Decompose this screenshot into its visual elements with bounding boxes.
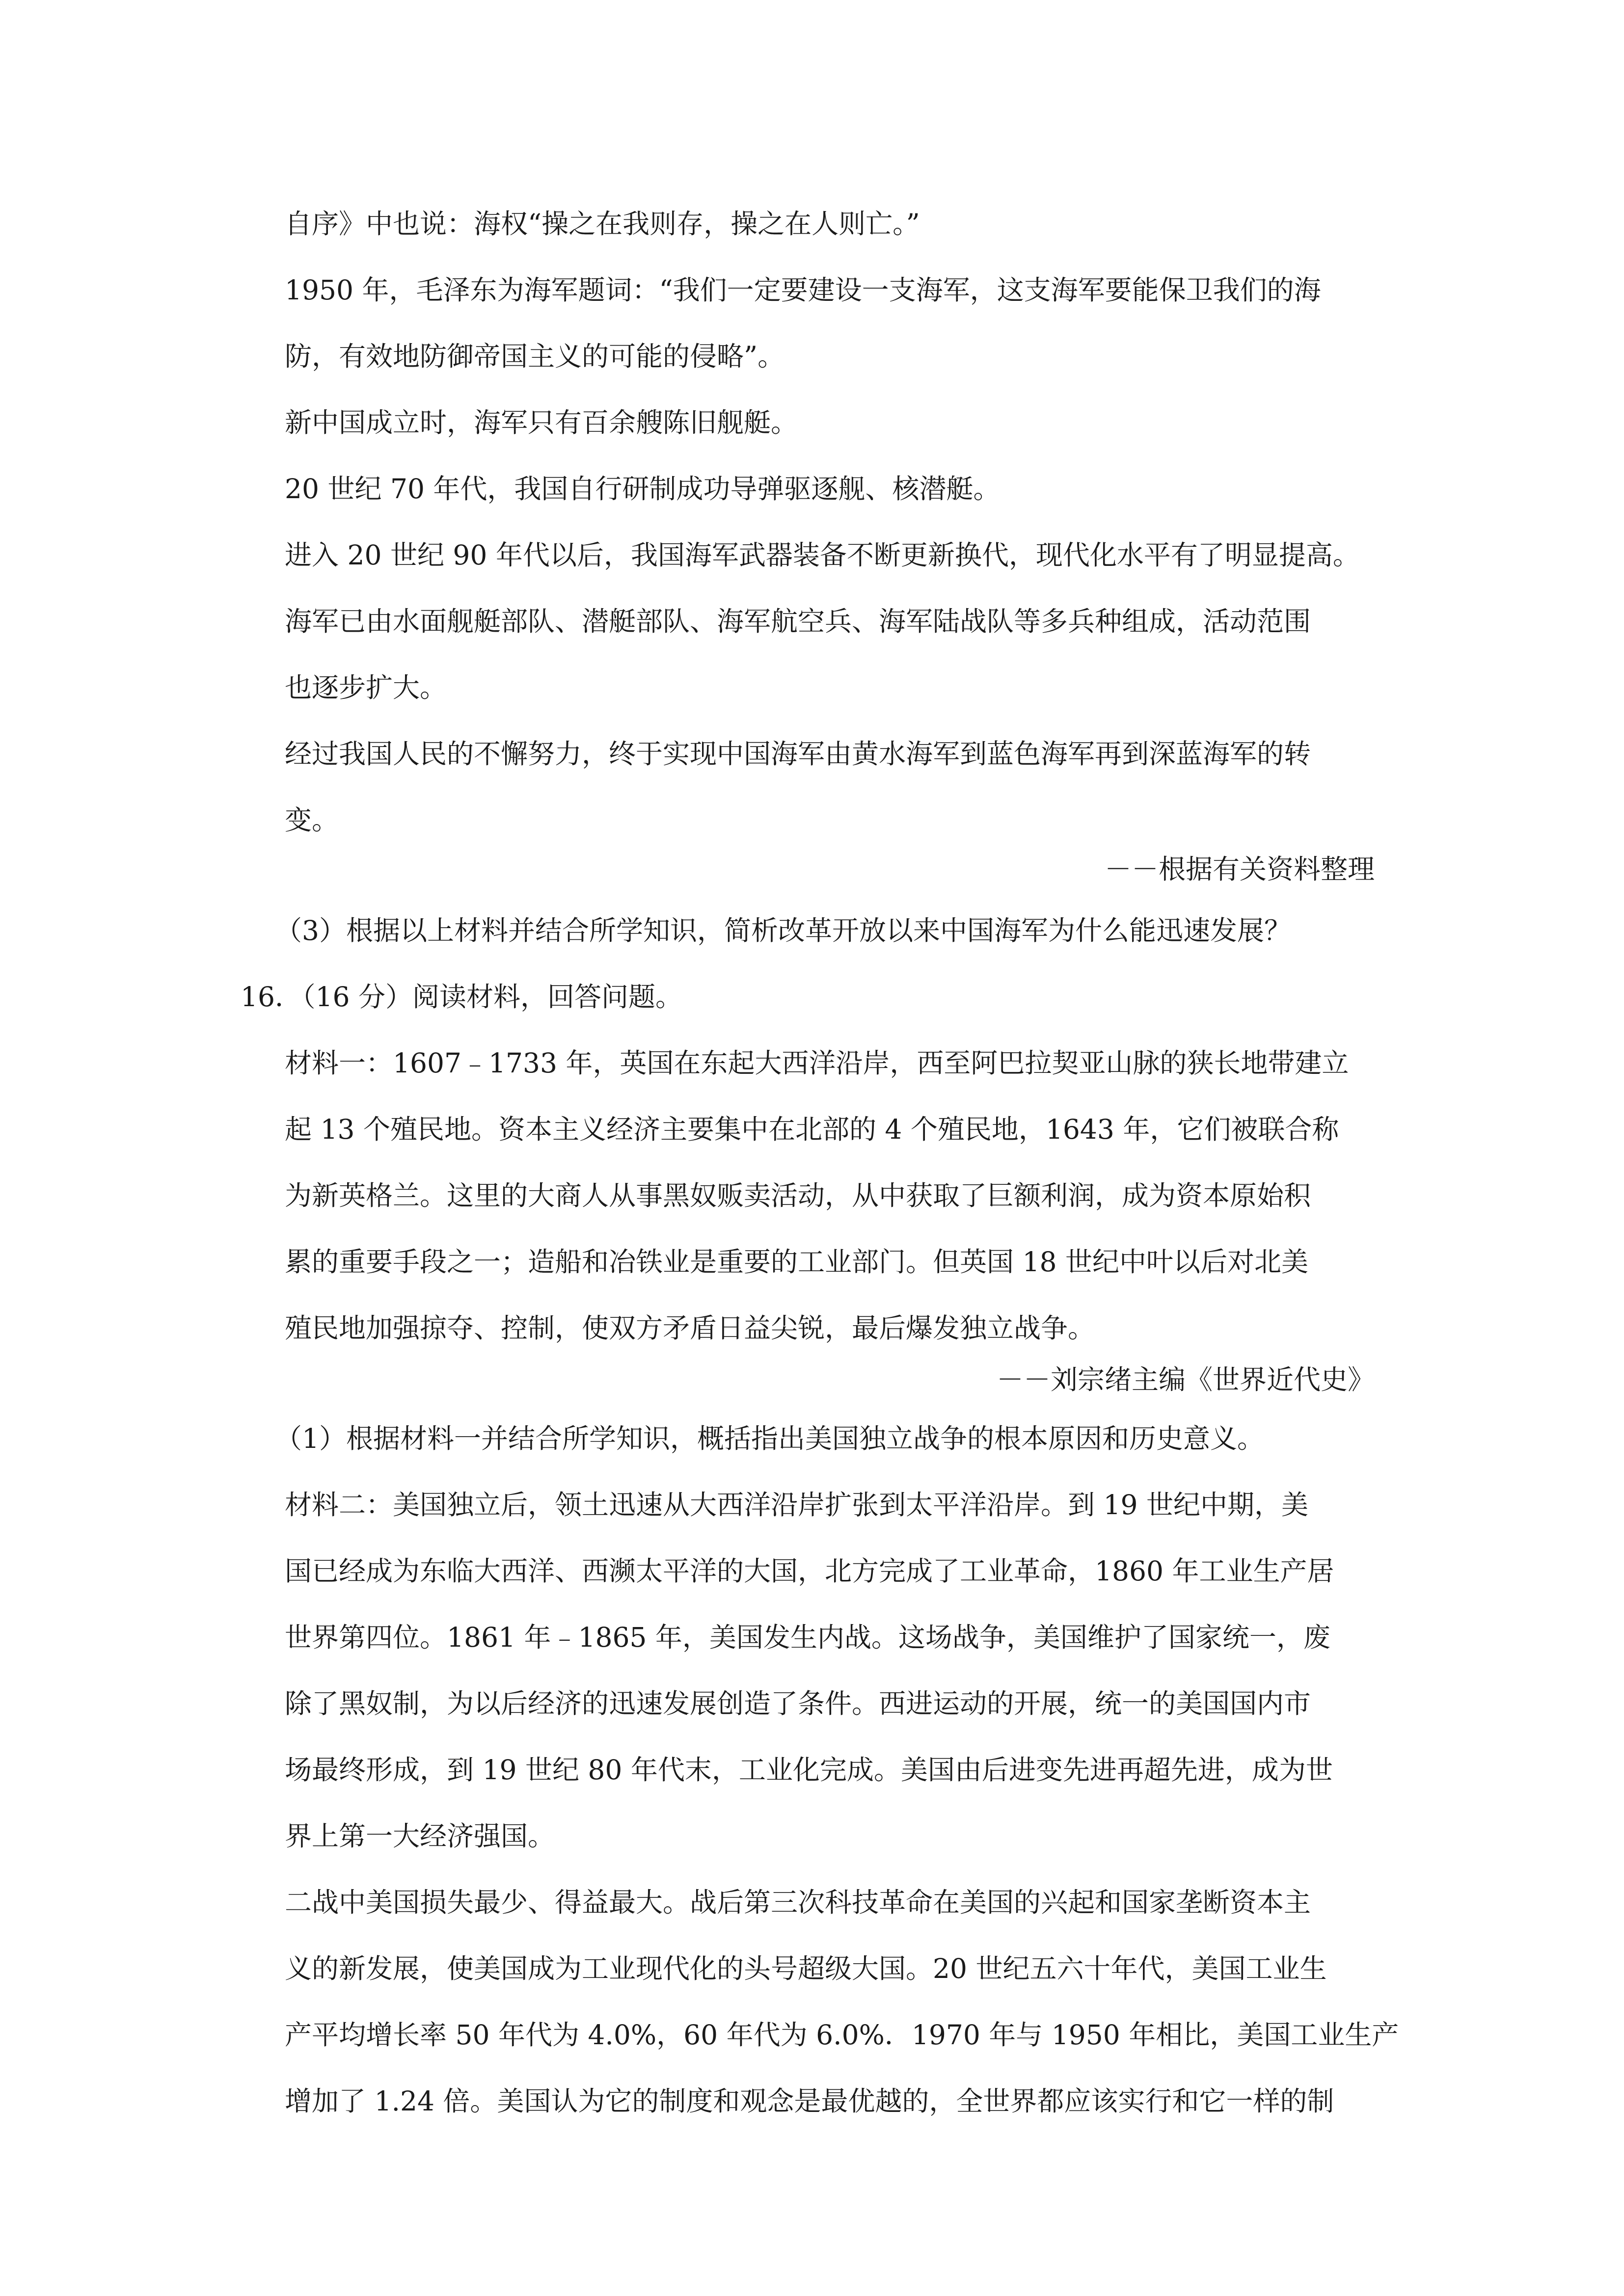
paragraph-line: 自序》中也说：海权“操之在我则存，操之在人则亡。” [285, 208, 920, 240]
paragraph-line: 经过我国人民的不懈努力，终于实现中国海军由黄水海军到蓝色海军再到深蓝海军的转 [285, 738, 1311, 770]
paragraph-line: 防，有效地防御帝国主义的可能的侵略”。 [285, 341, 785, 372]
paragraph-line: 材料二：美国独立后，领土迅速从大西洋沿岸扩张到太平洋沿岸。到 19 世纪中期，美 [285, 1489, 1308, 1521]
paragraph-line: 二战中美国损失最少、得益最大。战后第三次科技革命在美国的兴起和国家垄断资本主 [285, 1887, 1311, 1918]
paragraph-line: 变。 [285, 804, 339, 836]
paragraph-line: 海军已由水面舰艇部队、潜艇部队、海军航空兵、海军陆战队等多兵种组成，活动范围 [285, 606, 1311, 637]
paragraph-line: 产平均增长率 50 年代为 4.0%，60 年代为 6.0%．1970 年与 1950 年相比，美国工业生产 [285, 2019, 1399, 2051]
paragraph-line: 界上第一大经济强国。 [285, 1820, 555, 1852]
question-15-3: （3）根据以上材料并结合所学知识，简析改革开放以来中国海军为什么能迅速发展？ [275, 915, 1291, 946]
paragraph-line: 20 世纪 70 年代，我国自行研制成功导弹驱逐舰、核潜艇。 [285, 473, 1001, 505]
source-citation: －－刘宗绪主编《世界近代史》 [996, 1364, 1375, 1395]
paragraph-line: 殖民地加强掠夺、控制，使双方矛盾日益尖锐，最后爆发独立战争。 [285, 1312, 1095, 1344]
paragraph-line: 国已经成为东临大西洋、西濒太平洋的大国，北方完成了工业革命，1860 年工业生产居 [285, 1555, 1334, 1587]
paragraph-line: 除了黑奴制，为以后经济的迅速发展创造了条件。西进运动的开展，统一的美国国内市 [285, 1688, 1311, 1719]
source-citation: －－根据有关资料整理 [1104, 854, 1375, 885]
question-16-header: 16．（16 分）阅读材料，回答问题。 [241, 981, 682, 1013]
paragraph-line: 增加了 1.24 倍。美国认为它的制度和观念是最优越的，全世界都应该实行和它一样的制 [285, 2085, 1334, 2117]
paragraph-line: 新中国成立时，海军只有百余艘陈旧舰艇。 [285, 407, 798, 438]
paragraph-line: 1950 年，毛泽东为海军题词：“我们一定要建设一支海军，这支海军要能保卫我们的海 [285, 274, 1321, 306]
paragraph-line: 也逐步扩大。 [285, 672, 447, 703]
paragraph-line: 世界第四位。1861 年﹣1865 年，美国发生内战。这场战争，美国维护了国家统一，废 [285, 1622, 1330, 1653]
question-16-1: （1）根据材料一并结合所学知识，概括指出美国独立战争的根本原因和历史意义。 [275, 1423, 1264, 1454]
paragraph-line: 义的新发展，使美国成为工业现代化的头号超级大国。20 世纪五六十年代，美国工业生 [285, 1953, 1327, 1984]
paragraph-line: 进入 20 世纪 90 年代以后，我国海军武器装备不断更新换代，现代化水平有了明显提高。 [285, 539, 1360, 571]
paragraph-line: 起 13 个殖民地。资本主义经济主要集中在北部的 4 个殖民地，1643 年，它们被联合称 [285, 1114, 1339, 1145]
paragraph-line: 为新英格兰。这里的大商人从事黑奴贩卖活动，从中获取了巨额利润，成为资本原始积 [285, 1180, 1311, 1211]
paragraph-line: 材料一：1607﹣1733 年，英国在东起大西洋沿岸，西至阿巴拉契亚山脉的狭长地带建立 [285, 1047, 1349, 1079]
paragraph-line: 场最终形成，到 19 世纪 80 年代末，工业化完成。美国由后进变先进再超先进，成为世 [285, 1754, 1333, 1786]
paragraph-line: 累的重要手段之一；造船和冶铁业是重要的工业部门。但英国 18 世纪中叶以后对北美 [285, 1246, 1308, 1278]
